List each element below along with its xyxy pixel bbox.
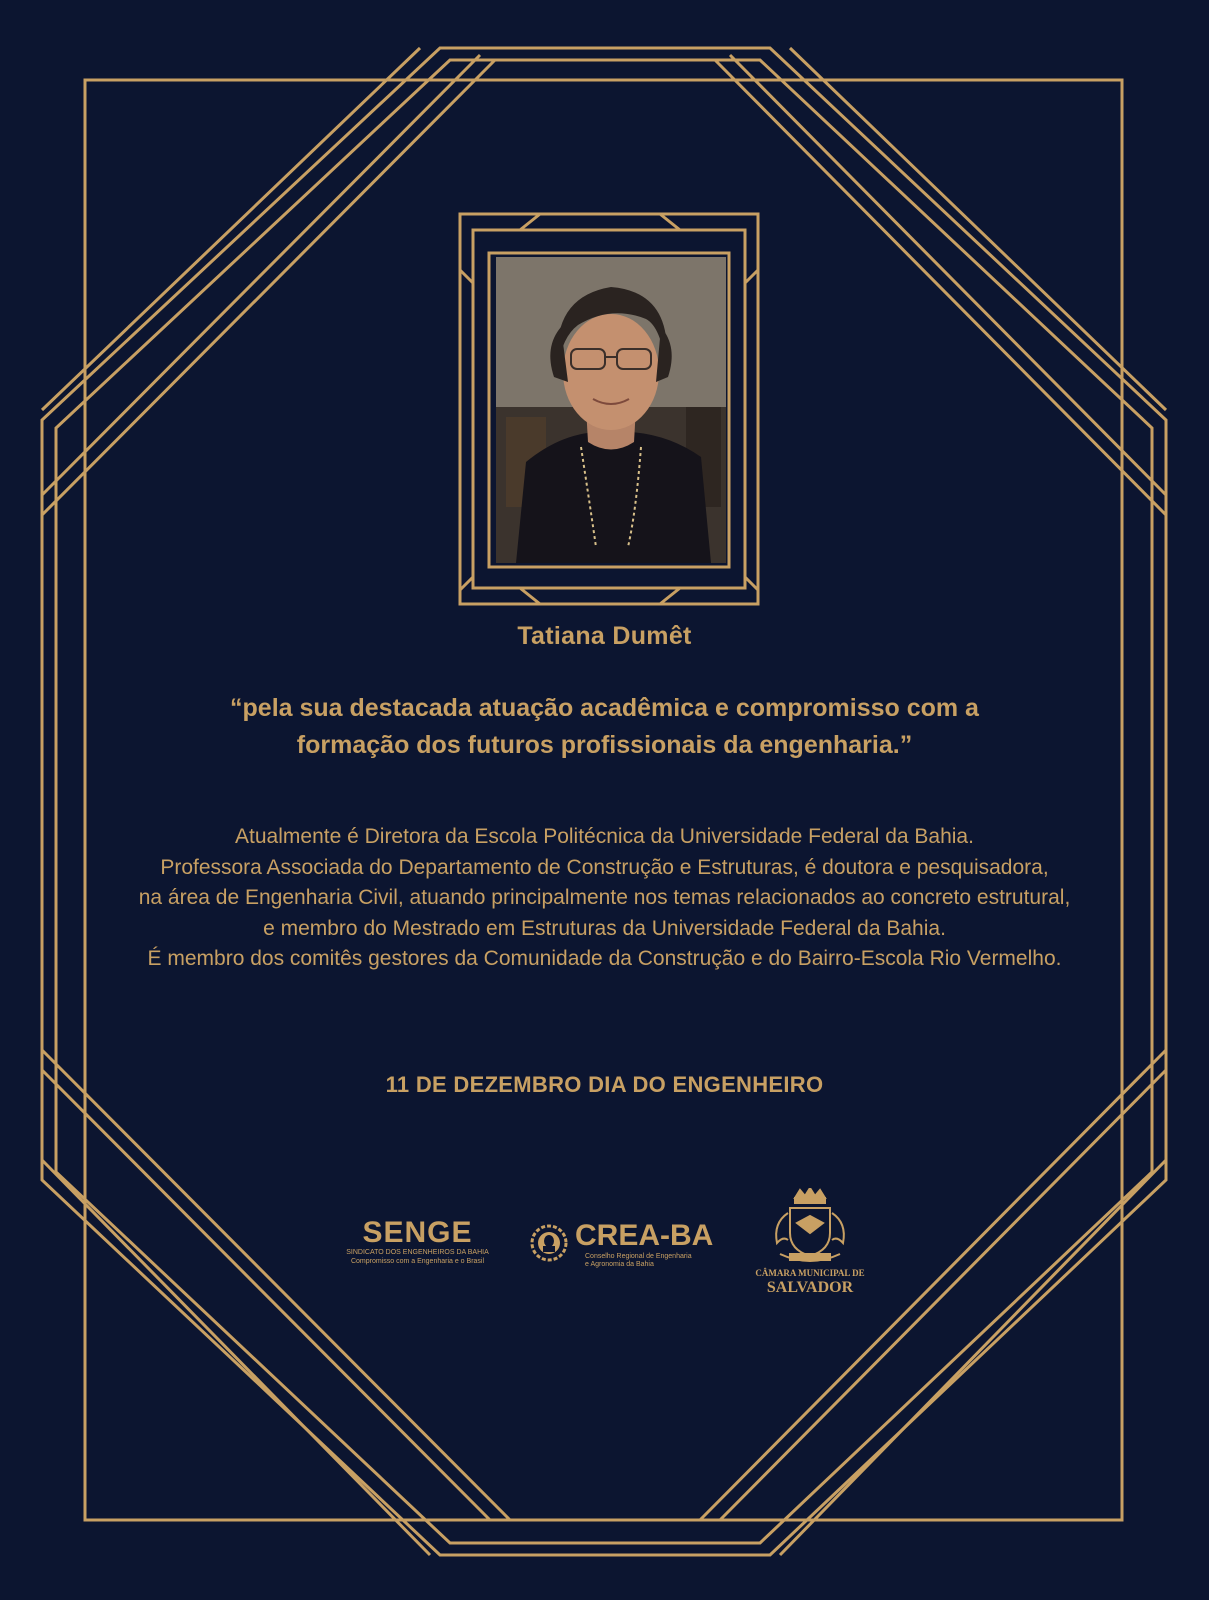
crea-subtitle-line: e Agronomia da Bahia xyxy=(585,1261,654,1268)
senge-subtitle: SINDICATO DOS ENGENHEIROS DA BAHIA xyxy=(346,1249,489,1256)
honoree-bio xyxy=(0,822,1209,975)
camara-logo xyxy=(755,1188,865,1308)
senge-wordmark: SENGE xyxy=(362,1216,473,1249)
quote-line: formação dos futuros profissionais da engenharia.” xyxy=(296,731,913,759)
crea-seal-icon xyxy=(530,1224,568,1262)
bio-line: Professora Associada do Departamento de Construção e Estruturas, é doutora e pesquisadora, xyxy=(160,855,1049,879)
sponsor-logos xyxy=(0,1168,1209,1318)
camara-line1: CÂMARA MUNICIPAL DE xyxy=(755,1268,865,1278)
bio-line: É membro dos comitês gestores da Comunidade da Construção e do Bairro-Escola Rio Vermelho. xyxy=(147,947,1062,970)
honoree-name: Tatiana Dumêt xyxy=(517,622,692,650)
crea-subtitle-line: Conselho Regional de Engenharia xyxy=(585,1253,692,1260)
honoree-photo xyxy=(496,257,726,563)
crea-subtitle xyxy=(585,1253,692,1269)
bio-line: Atualmente é Diretora da Escola Politécnica da Universidade Federal da Bahia. xyxy=(235,825,974,848)
senge-tagline: Compromisso com a Engenharia e o Brasil xyxy=(350,1258,485,1265)
bio-line: e membro do Mestrado em Estruturas da Universidade Federal da Bahia. xyxy=(263,916,946,940)
crea-logo xyxy=(530,1220,730,1270)
quote-line: “pela sua destacada atuação acadêmica e compromisso com a xyxy=(230,694,979,722)
bio-line: na área de Engenharia Civil, atuando principalmente nos temas relacionados ao concreto estrutural, xyxy=(138,886,1071,909)
coat-of-arms-icon xyxy=(755,1188,865,1266)
crea-wordmark: CREA-BA xyxy=(575,1219,714,1252)
event-date: 11 DE DEZEMBRO DIA DO ENGENHEIRO xyxy=(385,1072,824,1097)
camara-line2: SALVADOR xyxy=(766,1279,854,1296)
honoree-quote xyxy=(0,690,1209,764)
senge-logo xyxy=(345,1218,490,1278)
